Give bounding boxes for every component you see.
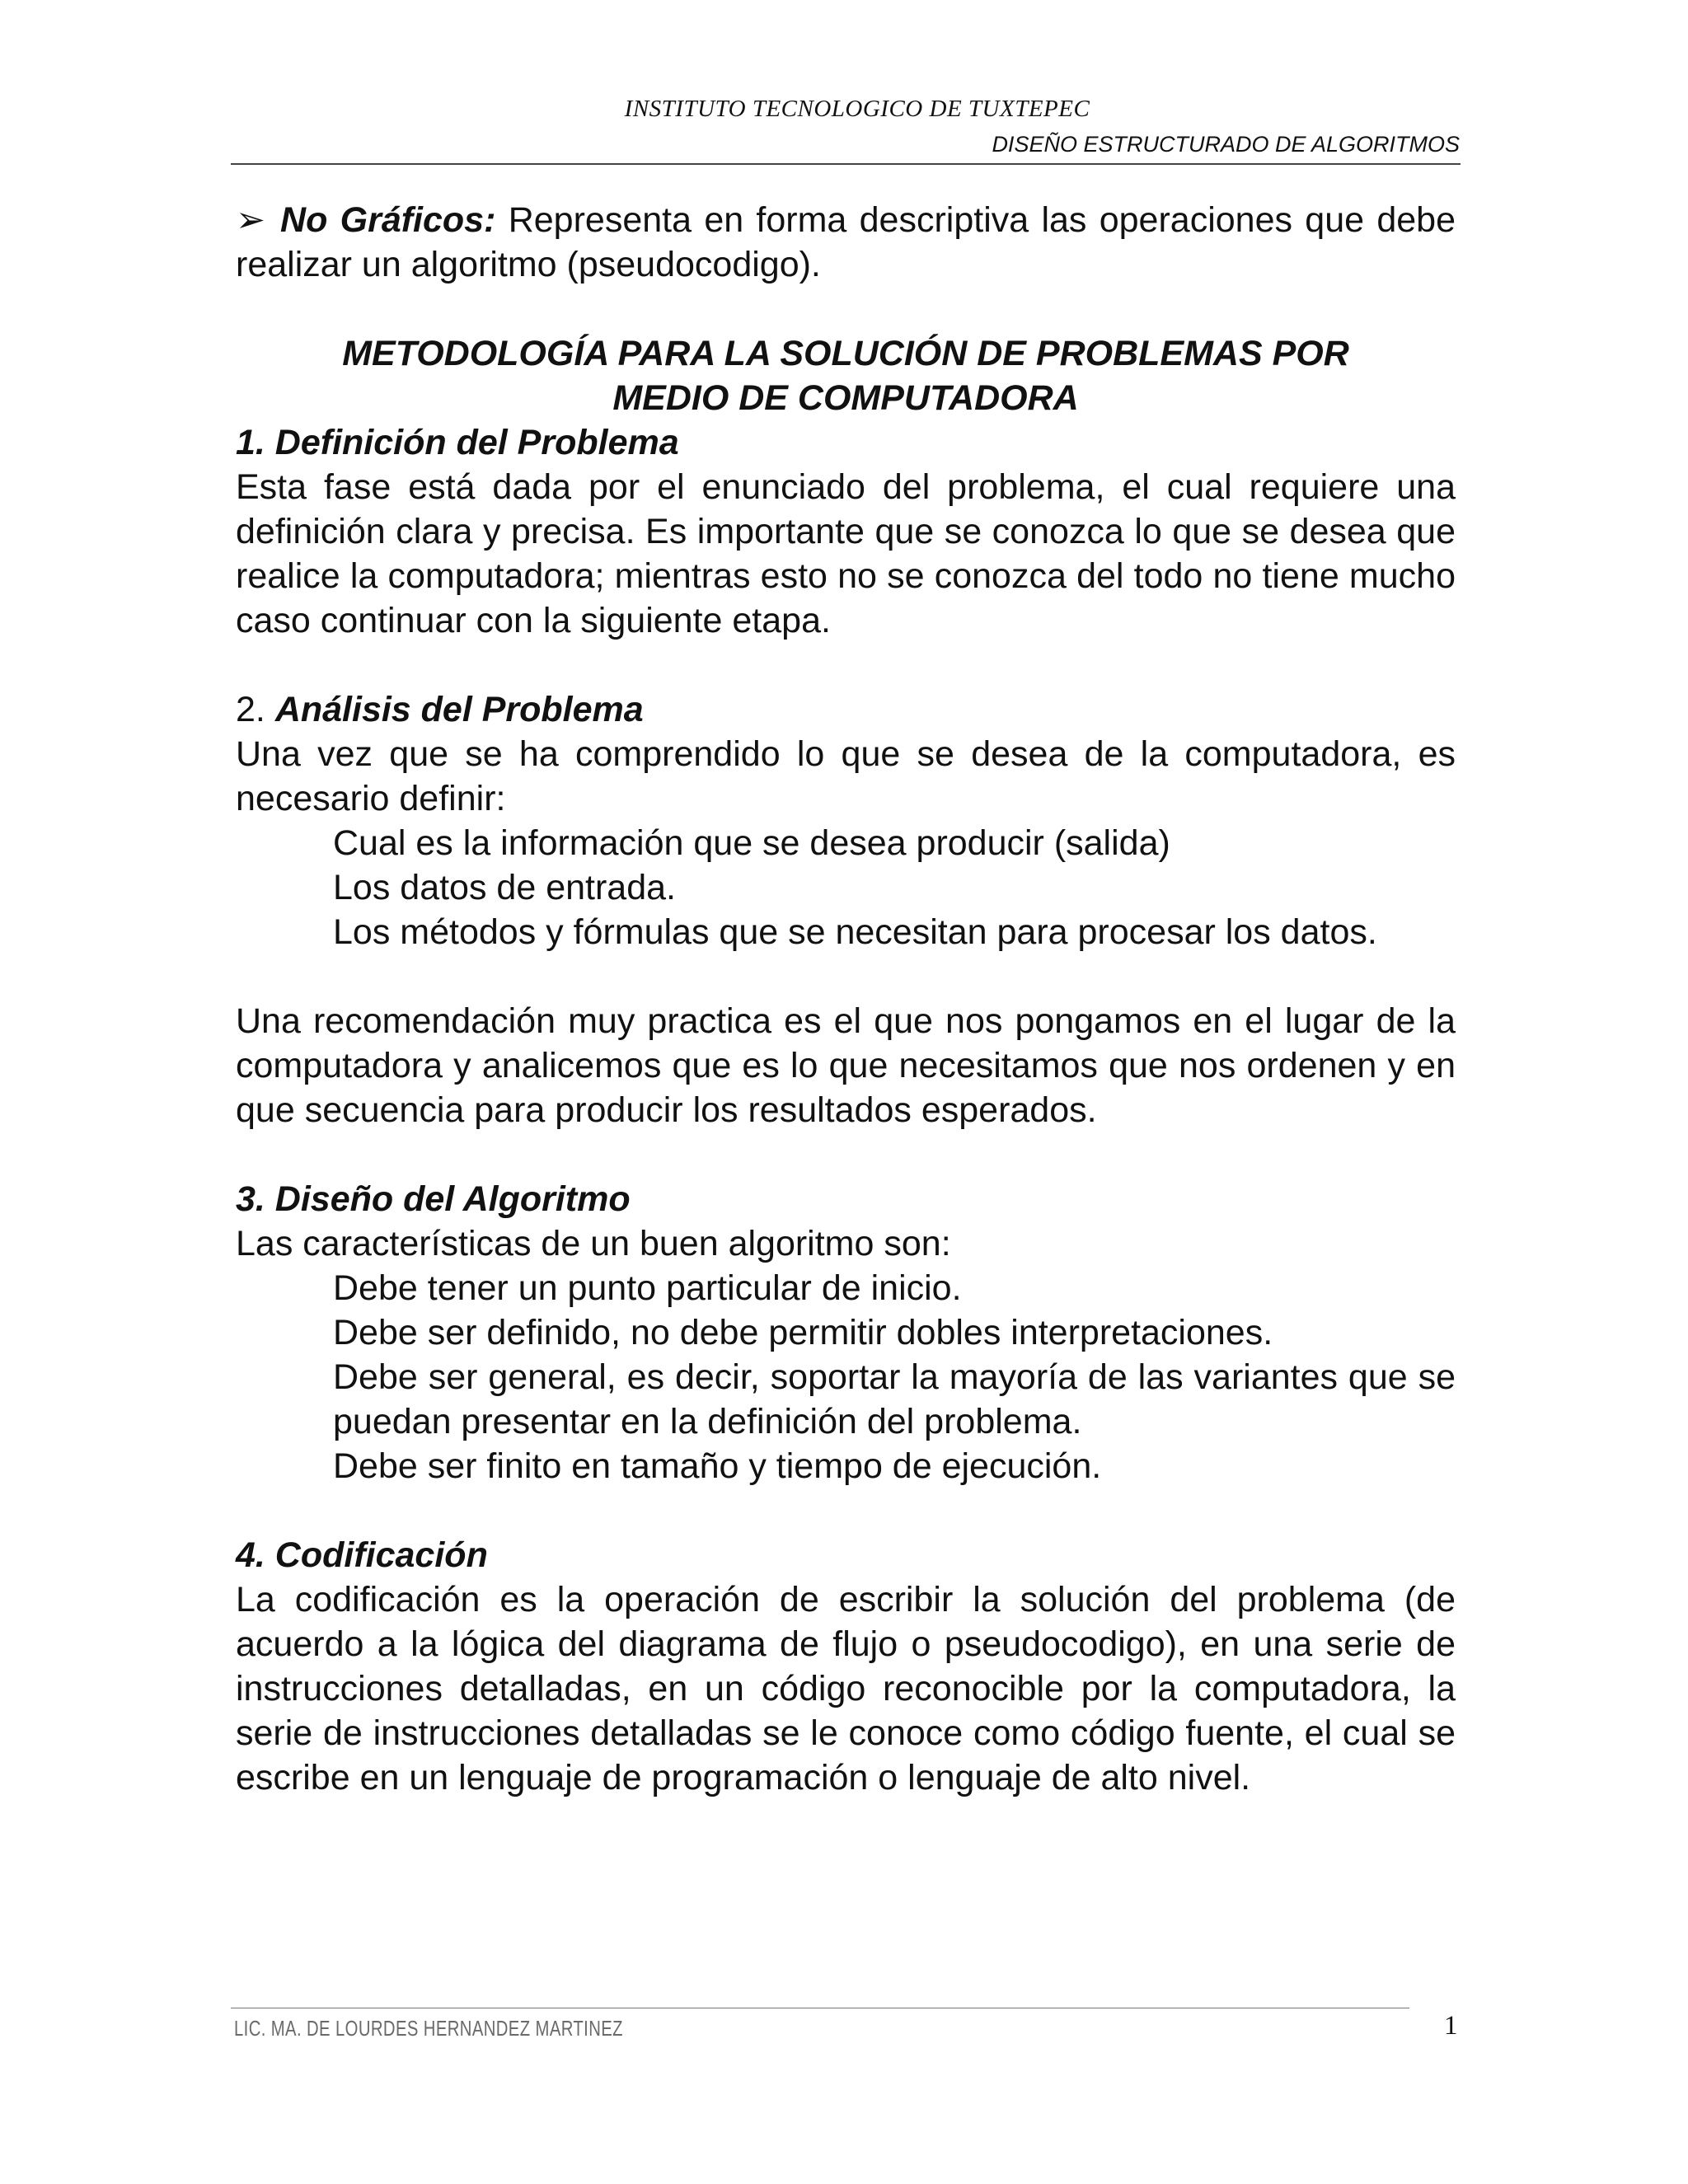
header-institute: INSTITUTO TECNOLOGICO DE TUXTEPEC: [624, 96, 1090, 122]
intro-paragraph: [236, 198, 1456, 287]
section-4-body: La codificación es la operación de escribir la solución del problema (de acuerdo a la lógica del diagrama de flujo o pseudocodigo), en una serie de instrucciones detalladas, en un código reconocible por la computadora, la serie de instrucciones detalladas se le conoce como código fuente, el cual se escribe en un lenguaje de programación o lenguaje de alto nivel.: [236, 1580, 1456, 1797]
intro-text: Representa en forma descriptiva las operaciones que debe realizar un algoritmo (pseudocodigo).: [236, 200, 1456, 284]
header-divider: [231, 163, 1461, 165]
section-3-item: Debe ser general, es decir, soportar la mayoría de las variantes que se puedan presentar en la definición del problema.: [333, 1357, 1456, 1441]
section-2-recommendation: Una recomendación muy practica es el que nos pongamos en el lugar de la computadora y analicemos que es lo que necesitamos que nos ordenen y en que secuencia para producir los resultados esperados.: [236, 1001, 1456, 1130]
header-course-title: DISEÑO ESTRUCTURADO DE ALGORITMOS: [992, 132, 1460, 157]
section-3-item: Debe tener un punto particular de inicio.: [333, 1268, 962, 1308]
section-2-heading: [236, 687, 1456, 732]
main-title-line-1: METODOLOGÍA PARA LA SOLUCIÓN DE PROBLEMAS POR: [342, 334, 1349, 373]
section-3-intro: Las características de un buen algoritmo son:: [236, 1224, 951, 1263]
section-2-item: Los métodos y fórmulas que se necesitan para procesar los datos.: [333, 912, 1377, 952]
section-4-heading: 4. Codificación: [236, 1535, 488, 1575]
section-2-item: Cual es la información que se desea producir (salida): [333, 823, 1170, 863]
section-3-item: Debe ser finito en tamaño y tiempo de ejecución.: [333, 1446, 1102, 1486]
section-2-intro: Una vez que se ha comprendido lo que se desea de la computadora, es necesario definir:: [236, 734, 1456, 818]
section-3-heading: 3. Diseño del Algoritmo: [236, 1179, 631, 1219]
page-number: 1: [1444, 2011, 1458, 2041]
section-2-title: Análisis del Problema: [274, 690, 644, 729]
section-1-body: Esta fase está dada por el enunciado del problema, el cual requiere una definición clara y precisa. Es importante que se conozca lo que se desea que realice la computadora; mientras esto no se conozca del todo no tiene mucho caso continuar con la siguiente etapa.: [236, 467, 1456, 640]
intro-term: No Gráficos:: [280, 200, 496, 240]
main-title-line-2: MEDIO DE COMPUTADORA: [612, 378, 1079, 418]
section-2-item: Los datos de entrada.: [333, 868, 676, 907]
main-title: [236, 331, 1456, 420]
arrow-bullet-icon: ➢: [236, 200, 266, 240]
section-3-item: Debe ser definido, no debe permitir dobles interpretaciones.: [333, 1313, 1273, 1352]
footer-author: LIC. MA. DE LOURDES HERNANDEZ MARTINEZ: [234, 2016, 623, 2041]
document-body: [236, 198, 1456, 1800]
section-2-number: 2.: [236, 690, 275, 729]
section-1-heading: 1. Definición del Problema: [236, 423, 679, 462]
